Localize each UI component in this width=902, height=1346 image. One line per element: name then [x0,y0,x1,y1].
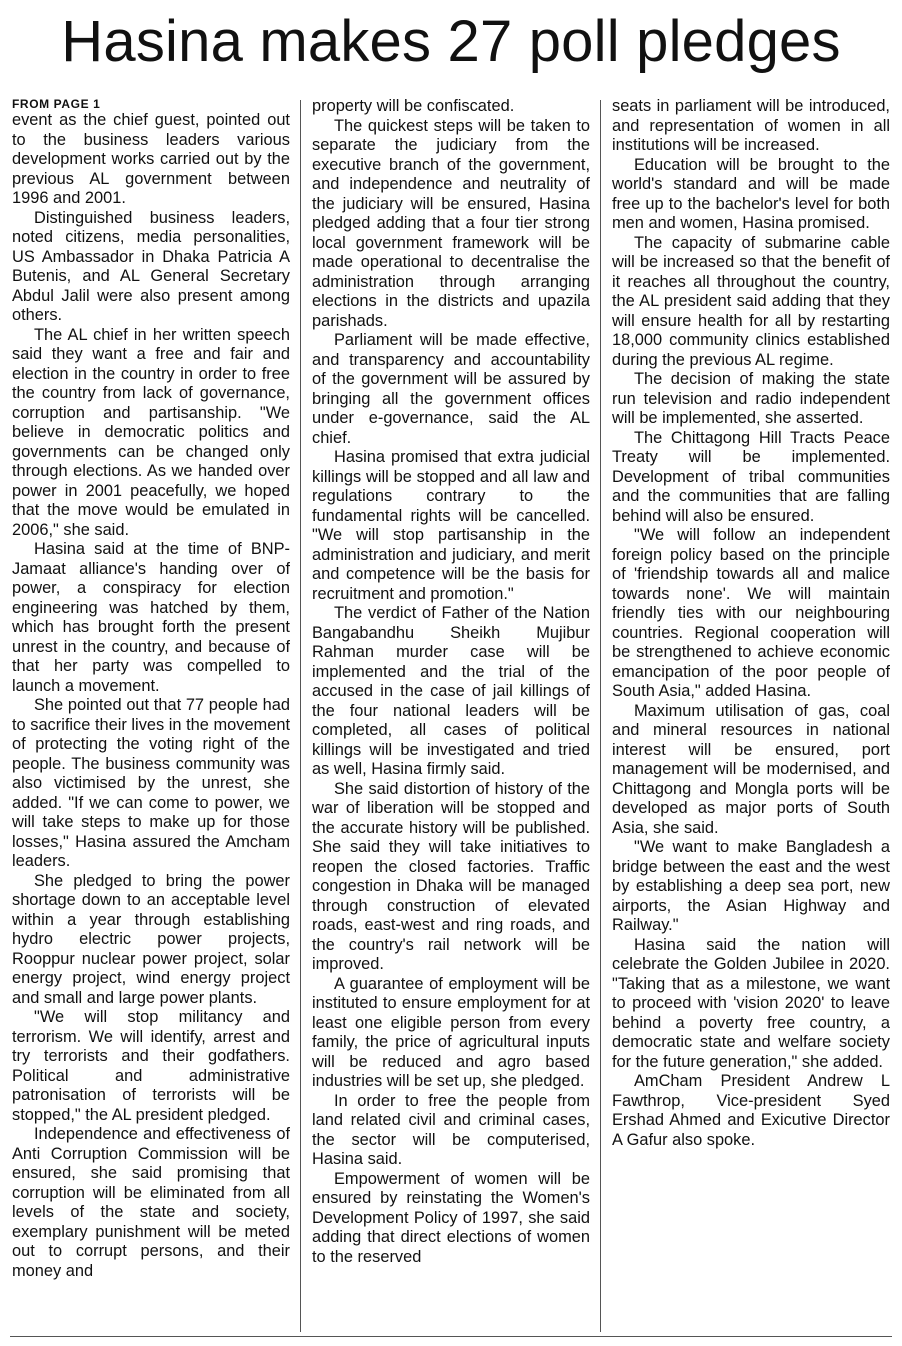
paragraph: Distinguished business leaders, noted citizens, media personalities, US Ambassador in Dhaka Patricia A Butenis, and AL General Secretary Abdul Jalil were also present among others. [12,208,290,324]
paragraph: seats in parliament will be introduced, and representation of women in all institutions will be increased. [612,97,890,154]
paragraph: She pledged to bring the power shortage down to an acceptable level within a year through establishing hydro electric power projects, Rooppur nuclear power project, solar energy project, wind energy project and small and large power plants. [12,871,290,1007]
paragraph: Independence and effectiveness of Anti Corruption Commission will be ensured, she said promising that corruption will be eliminated from all levels of the state and society, exemplary punishment will be meted out to corrupt persons, and their money and [12,1125,290,1280]
paragraph: Empowerment of women will be ensured by reinstating the Women's Development Policy of 1997, she said adding that direct elections of women to the reserved [312,1169,590,1266]
paragraph: The AL chief in her written speech said they want a free and fair and election in the country in order to free the country from lack of governance, corruption and partisanship. "We believe in democratic politics and governments can be changed only through elections. As we handed over power in 2001 peacefully, we hoped that the move would be emulated in 2006," she said. [12,325,290,539]
paragraph: The quickest steps will be taken to separate the judiciary from the executive branch of the government, and independence and neutrality of the judiciary will be ensured, Hasina pledged adding that a four tier strong local government framework will be made operational to decentralise the administration through arranging elections in the districts and upazila parishads. [312,116,590,330]
paragraph: Parliament will be made effective, and transparency and accountability of the government will be assured by bringing all the government offices under e-governance, said the AL chief. [312,331,590,447]
paragraph: The verdict of Father of the Nation Bangabandhu Sheikh Mujibur Rahman murder case will be implemented and the trial of the accused in the case of jail killings of the four national leaders will be completed, all cases of political killings will be investigated and tried as well, Hasina firmly said. [312,604,590,778]
continuation-kicker: FROM PAGE 1 [12,97,101,111]
paragraph: Hasina promised that extra judicial killings will be stopped and all law and regulations contrary to the fundamental rights will be cancelled. "We will stop partisanship in the administration and judiciary, and merit and competence will be the basis for recruitment and promotion." [312,448,590,603]
paragraph: "We want to make Bangladesh a bridge between the east and the west by establishing a deep sea port, new airports, the Asian Highway and Railway." [612,838,890,934]
paragraph: She pointed out that 77 people had to sacrifice their lives in the movement of protecting the voting right of the people. The business community was also victimised by the unrest, she added. "If we can come to power, we will take steps to make up for those losses," Hasina assured the Amcham leaders. [12,696,290,870]
column-divider [600,100,601,1332]
article-column-2 [312,97,590,1331]
article-column-1 [12,97,290,1331]
paragraph: In order to free the people from land related civil and criminal cases, the sector will be computerised, Hasina said. [312,1091,590,1168]
paragraph: Hasina said the nation will celebrate the Golden Jubilee in 2020. "Taking that as a milestone, we want to proceed with 'vision 2020' to leave behind a poverty free country, a democratic state and welfare society for the future generation," she added. [612,935,890,1071]
paragraph: She said distortion of history of the war of liberation will be stopped and the accurate history will be published. She said they will take initiatives to reopen the closed factories. Traffic congestion in Dhaka will be managed through construction of elevated roads, east-west and ring roads, and the country's rail network will be improved. [312,779,590,973]
paragraph: Hasina said at the time of BNP-Jamaat alliance's handing over of power, a conspiracy for election engineering was hatched by them, which has brought forth the present unrest in the country, and because of that her party was compelled to launch a movement. [12,540,290,695]
paragraph: event as the chief guest, pointed out to the business leaders various development works carried out by the previous AL government between 1996 and 2001. [12,111,290,207]
article-column-3 [612,97,890,1331]
paragraph: AmCham President Andrew L Fawthrop, Vice-president Syed Ershad Ahmed and Exicutive Director A Gafur also spoke. [612,1072,890,1149]
bottom-rule [10,1336,892,1337]
paragraph: property will be confiscated. [312,97,515,115]
headline: Hasina makes 27 poll pledges [61,9,841,74]
paragraph: Education will be brought to the world's standard and will be made free up to the bachelor's level for both men and women, Hasina promised. [612,155,890,232]
paragraph: The decision of making the state run television and radio independent will be implemented, she asserted. [612,370,890,427]
paragraph: Maximum utilisation of gas, coal and mineral resources in national interest will be ensured, port management will be modernised, and Chittagong and Mongla ports will be developed as major ports of South Asia, she said. [612,701,890,837]
paragraph: A guarantee of employment will be instituted to ensure employment for at least one eligible person from every family, the price of agricultural inputs will be reduced and agro based industries will be set up, she pledged. [312,974,590,1090]
paragraph: "We will follow an independent foreign policy based on the principle of 'friendship towards all and malice towards none'. We will maintain friendly ties with our neighbouring countries. Regional cooperation will be strengthened to achieve economic emancipation of the poor people of South Asia," added Hasina. [612,526,890,700]
paragraph: "We will stop militancy and terrorism. We will identify, arrest and try terrorists and their godfathers. Political and administrative patronisation of terrorists will be stopped," the AL president pledged. [12,1008,290,1124]
paragraph: The Chittagong Hill Tracts Peace Treaty will be implemented. Development of tribal communities and the communities that are falling behind will also be ensured. [612,428,890,525]
column-divider [300,100,301,1332]
paragraph: The capacity of submarine cable will be increased so that the benefit of it reaches all throughout the country, the AL president said adding that they will ensure health for all by restarting 18,000 community clinics established during the previous AL regime. [612,233,890,369]
